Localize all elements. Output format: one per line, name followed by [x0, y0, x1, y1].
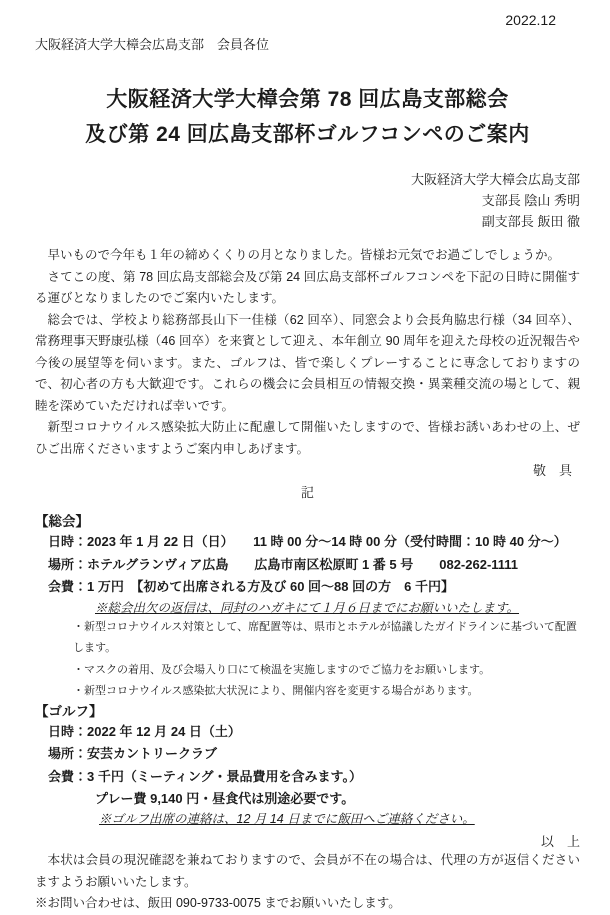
letter-body: [35, 245, 580, 460]
golf-section-header: 【ゴルフ】: [35, 703, 103, 719]
covid-bullet-2: ・マスクの着用、及び会場入り口にて検温を実施しますのでご協力をお願いします。: [73, 663, 491, 676]
sokai-section-header: 【総会】: [35, 514, 89, 529]
body-paragraph-3: 総会では、学校より総務部長山下一佳様（62 回卒）、同窓会より会長角脇忠行様（34 回卒）、常務理事天野康弘様（46 回卒）を来賓として迎え、本年創立 90 周年を迎えた母校の近況報告や今後の展望等を伺います。また、ゴルフは、皆で楽しくプレーすることに専念しておりますので、初心者の方も大歓迎です。これらの機会に会員相互の情報交換・異業種交流の場として、親睦を深めていただければ幸いです。: [35, 312, 580, 413]
contact-note: ※お問い合わせは、飯田 090-9733-0075 までお願いいたします。: [35, 896, 401, 910]
covid-bullet-3: ・新型コロナウイルス感染拡大状況により、開催内容を変更する場合があります。: [73, 685, 479, 697]
row-label: 会費：: [48, 768, 88, 784]
footer-block: [35, 850, 580, 915]
sender-branch-chief: 支部長 陰山 秀明: [481, 193, 580, 208]
row-value: 2023 年 1 月 22 日（日） 11 時 00 分～14 時 00 分（受付時間：10 時 40 分～）: [87, 534, 567, 549]
sender-organization: 大阪経済大学大樟会広島支部: [410, 172, 580, 187]
body-paragraph-2: さてこの度、第 78 回広島支部総会及び第 24 回広島支部杯ゴルフコンペを下記の日時に開催する運びとなりましたのでご案内いたします。: [35, 269, 580, 305]
sokai-fee-row: [48, 576, 580, 599]
row-value: ホテルグランヴィア広島 広島市南区松原町 1 番 5 号 082-262-1111: [87, 556, 519, 572]
golf-datetime-row: [48, 721, 580, 744]
row-value: 3 千円（ミーティング・景品費用を含みます。）: [87, 768, 363, 784]
sender-vice-chief: 副支部長 飯田 徹: [481, 214, 580, 229]
sokai-place-row: [48, 554, 580, 577]
row-label: 日時：: [48, 534, 88, 549]
ijou-marker: 以 上: [540, 834, 580, 849]
proxy-reply-note: 本状は会員の現況確認を兼ねておりますので、会員が不在の場合は、代理の方が返信くださいますようお願いいたします。: [35, 853, 580, 889]
row-value: 安芸カントリークラブ: [87, 746, 218, 761]
title-line-2: 及び第 24 回広島支部杯ゴルフコンペのご案内: [85, 123, 530, 146]
covid-bullet-1: ・新型コロナウイルス対策として、席配置等は、県市とホテルが協議したガイドラインに基づいて配置します。: [73, 620, 577, 654]
document-title: [35, 82, 580, 152]
sokai-section: [35, 513, 580, 703]
issue-date: 2022.12: [505, 12, 556, 28]
golf-fee-row: [48, 766, 580, 789]
closing-keigu: 敬 具: [532, 463, 572, 478]
title-line-1: 大阪経済大学大樟会第 78 回広島支部総会: [106, 88, 509, 111]
row-label: 会費：: [48, 579, 88, 594]
body-paragraph-1: 早いもので今年も１年の締めくくりの月となりました。皆様お元気でお過ごしでしょうか。: [47, 248, 561, 262]
sender-block: [35, 169, 580, 232]
row-value: 2022 年 12 月 24 日（土）: [87, 723, 241, 739]
recipient-line: 大阪経済大学大樟会広島支部 会員各位: [35, 37, 270, 52]
golf-reply-note: ※ゴルフ出席の連絡は、12 月 14 日までに飯田へご連絡ください。: [99, 812, 475, 826]
golf-section: [35, 703, 580, 830]
sokai-datetime-row: [48, 531, 580, 554]
row-value: 1 万円 【初めて出席される方及び 60 回～88 回の方 6 千円】: [87, 579, 454, 594]
row-label: 場所：: [48, 556, 88, 572]
sokai-reply-note: ※総会出欠の返信は、同封のハガキにて１月６日までにお願いいたします。: [95, 600, 520, 615]
record-marker: 記: [300, 484, 314, 500]
row-label: 日時：: [48, 723, 88, 739]
row-label: 場所：: [48, 746, 88, 761]
golf-play-fee-note: プレー費 9,140 円・昼食代は別途必要です。: [95, 791, 355, 806]
golf-place-row: [48, 743, 580, 766]
body-paragraph-4: 新型コロナウイルス感染拡大防止に配慮して開催いたしますので、皆様お誘いあわせの上、ぜひご出席くださいますようご案内申しあげます。: [35, 420, 580, 456]
